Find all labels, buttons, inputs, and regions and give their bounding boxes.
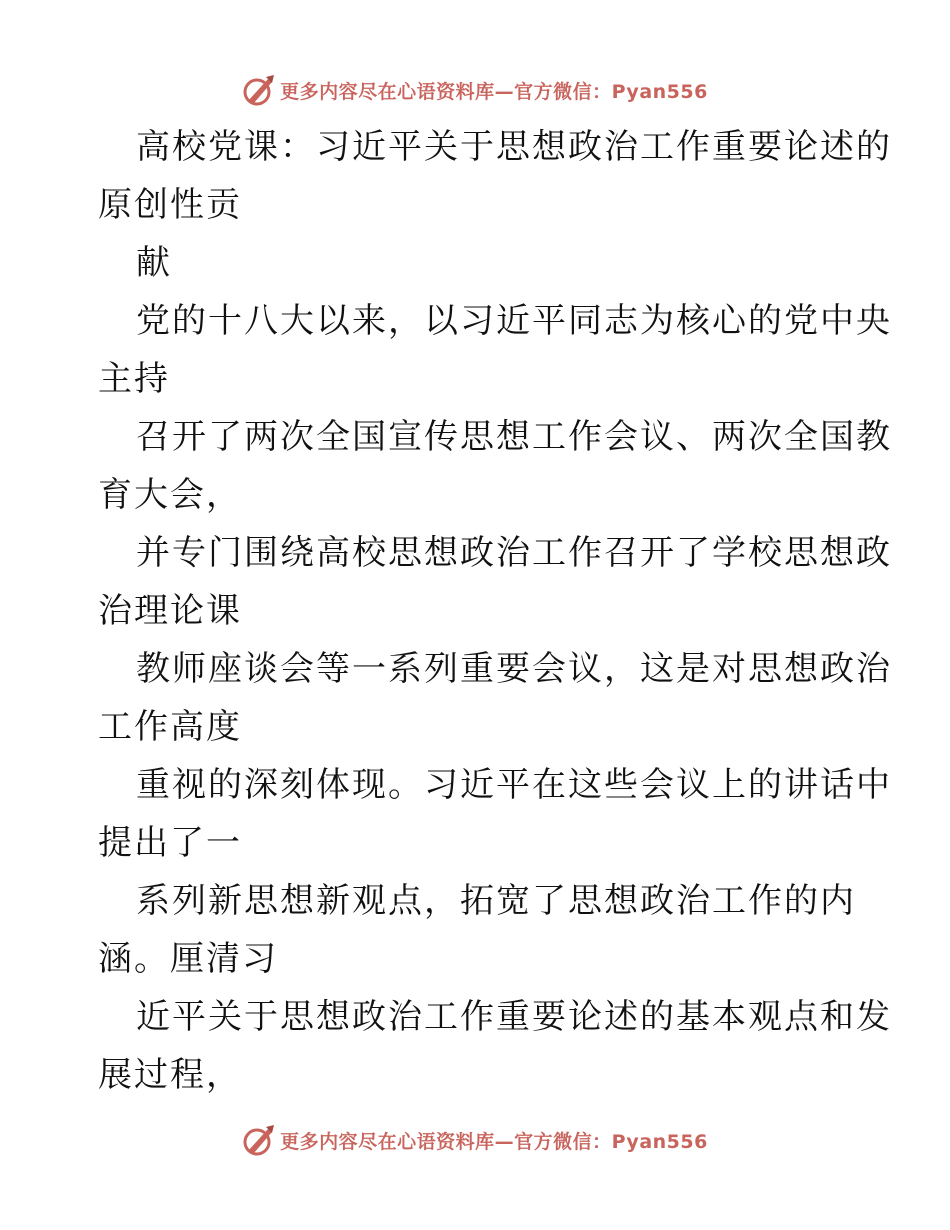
quill-logo-icon bbox=[242, 1123, 276, 1157]
footer-banner-text: 更多内容尽在心语资料库—官方微信：Pyan556 bbox=[280, 1130, 708, 1153]
doc-line: 系列新思想新观点，拓宽了思想政治工作的内 bbox=[136, 881, 856, 921]
doc-line: 近平关于思想政治工作重要论述的基本观点和发 bbox=[136, 997, 892, 1037]
document-body bbox=[98, 118, 892, 1104]
doc-line: 召开了两次全国宣传思想工作会议、两次全国教 bbox=[136, 417, 892, 457]
doc-line: 原创性贡 bbox=[98, 185, 242, 225]
doc-line: 党的十八大以来，以习近平同志为核心的党中央 bbox=[136, 301, 892, 341]
header-banner bbox=[0, 70, 950, 110]
doc-line: 提出了一 bbox=[98, 823, 242, 863]
doc-line: 高校党课：习近平关于思想政治工作重要论述的 bbox=[136, 127, 892, 167]
header-banner-text: 更多内容尽在心语资料库—官方微信：Pyan556 bbox=[280, 80, 708, 103]
doc-line: 献 bbox=[136, 243, 172, 283]
quill-logo-icon bbox=[242, 73, 276, 107]
doc-line: 治理论课 bbox=[98, 591, 242, 631]
doc-line: 展过程， bbox=[98, 1055, 242, 1095]
footer-banner bbox=[0, 1120, 950, 1160]
doc-line: 重视的深刻体现。习近平在这些会议上的讲话中 bbox=[136, 765, 892, 805]
doc-line: 育大会， bbox=[98, 475, 242, 515]
doc-line: 工作高度 bbox=[98, 707, 242, 747]
doc-line: 并专门围绕高校思想政治工作召开了学校思想政 bbox=[136, 533, 892, 573]
doc-line: 涵。厘清习 bbox=[98, 939, 278, 979]
doc-line: 教师座谈会等一系列重要会议，这是对思想政治 bbox=[136, 649, 892, 689]
doc-line: 主持 bbox=[98, 359, 170, 399]
